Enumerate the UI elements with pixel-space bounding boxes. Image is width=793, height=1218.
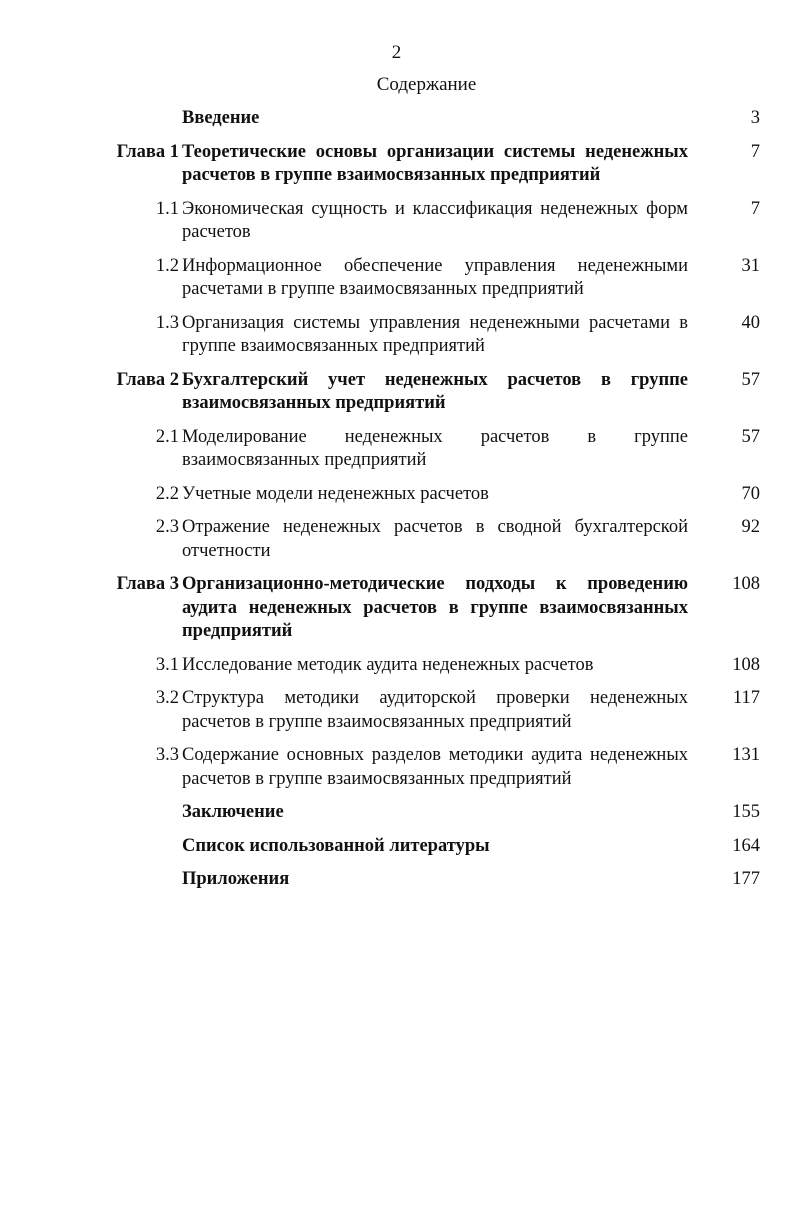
entry-page: 92 bbox=[741, 517, 760, 537]
toc-entry[interactable] bbox=[80, 868, 760, 892]
entry-label: 1.3 bbox=[155, 312, 179, 333]
entry-page: 155 bbox=[732, 802, 760, 822]
toc-entry[interactable] bbox=[80, 369, 760, 416]
entry-page: 7 bbox=[750, 141, 760, 162]
entry-page: 3 bbox=[750, 108, 760, 128]
entry-page: 108 bbox=[732, 574, 760, 594]
entry-page: 131 bbox=[732, 745, 760, 765]
entry-title: Исследование методик аудита неденежных расчетов bbox=[182, 654, 594, 675]
entry-label: Глава 3 bbox=[116, 574, 179, 594]
toc-entry[interactable] bbox=[80, 141, 760, 188]
entry-label: Глава 1 bbox=[116, 141, 179, 162]
entry-title: Экономическая сущность и классификация неденежных форм расчетов bbox=[182, 198, 688, 242]
toc-entry[interactable] bbox=[80, 835, 760, 859]
entry-label: 3.3 bbox=[155, 745, 179, 765]
entry-page: 164 bbox=[732, 835, 760, 856]
entry-title: Содержание основных разделов методики аудита неденежных расчетов в группе взаимосвязанных предприятий bbox=[182, 745, 688, 789]
entry-label: 3.2 bbox=[155, 688, 179, 708]
page-number: 2 bbox=[391, 42, 402, 63]
toc-entry[interactable] bbox=[80, 312, 760, 359]
entry-title: Учетные модели неденежных расчетов bbox=[182, 483, 489, 504]
entry-page: 70 bbox=[741, 483, 760, 504]
entry-label: 3.1 bbox=[155, 654, 179, 675]
entry-title: Бухгалтерский учет неденежных расчетов в группе взаимосвязанных предприятий bbox=[182, 369, 688, 413]
entry-title: Организационно-методические подходы к проведению аудита неденежных расчетов в группе взаимосвязанных предприятий bbox=[182, 574, 688, 641]
entry-title: Теоретические основы организации системы неденежных расчетов в группе взаимосвязанных предприятий bbox=[182, 141, 688, 185]
entry-title: Организация системы управления неденежными расчетами в группе взаимосвязанных предприятий bbox=[182, 312, 688, 356]
entry-page: 177 bbox=[732, 869, 760, 889]
entry-title: Моделирование неденежных расчетов в группе взаимосвязанных предприятий bbox=[182, 426, 688, 470]
entry-label: 2.3 bbox=[155, 517, 179, 537]
toc-entry[interactable] bbox=[80, 744, 760, 791]
entry-page: 117 bbox=[732, 688, 760, 708]
toc-entry[interactable] bbox=[80, 654, 760, 678]
entry-label: 1.1 bbox=[155, 198, 179, 219]
entry-title: Введение bbox=[182, 108, 260, 128]
toc-entry[interactable] bbox=[80, 426, 760, 473]
toc-entry[interactable] bbox=[80, 516, 760, 563]
entry-title: Приложения bbox=[182, 869, 290, 889]
entry-page: 31 bbox=[741, 255, 760, 276]
entry-title: Информационное обеспечение управления неденежными расчетами в группе взаимосвязанных предприятий bbox=[182, 255, 688, 299]
toc-entry[interactable] bbox=[80, 483, 760, 507]
toc-entry[interactable] bbox=[80, 573, 760, 644]
toc-entry[interactable] bbox=[80, 687, 760, 734]
entry-page: 57 bbox=[741, 369, 760, 390]
entry-page: 40 bbox=[741, 312, 760, 333]
entry-label: 2.2 bbox=[155, 483, 179, 504]
table-of-contents bbox=[80, 107, 760, 892]
toc-entry[interactable] bbox=[80, 255, 760, 302]
toc-entry[interactable] bbox=[80, 801, 760, 825]
entry-title: Заключение bbox=[182, 802, 284, 822]
entry-label: 2.1 bbox=[155, 426, 179, 447]
entry-page: 7 bbox=[750, 198, 760, 219]
entry-label: 1.2 bbox=[155, 255, 179, 276]
entry-title: Структура методики аудиторской проверки неденежных расчетов в группе взаимосвязанных предприятий bbox=[182, 688, 688, 732]
toc-entry[interactable] bbox=[80, 107, 760, 131]
toc-title: Содержание bbox=[376, 74, 477, 95]
entry-page: 57 bbox=[741, 426, 760, 447]
entry-label: Глава 2 bbox=[116, 369, 179, 390]
entry-page: 108 bbox=[732, 654, 760, 675]
entry-title: Список использованной литературы bbox=[182, 835, 490, 856]
entry-title: Отражение неденежных расчетов в сводной бухгалтерской отчетности bbox=[182, 517, 688, 561]
toc-entry[interactable] bbox=[80, 198, 760, 245]
